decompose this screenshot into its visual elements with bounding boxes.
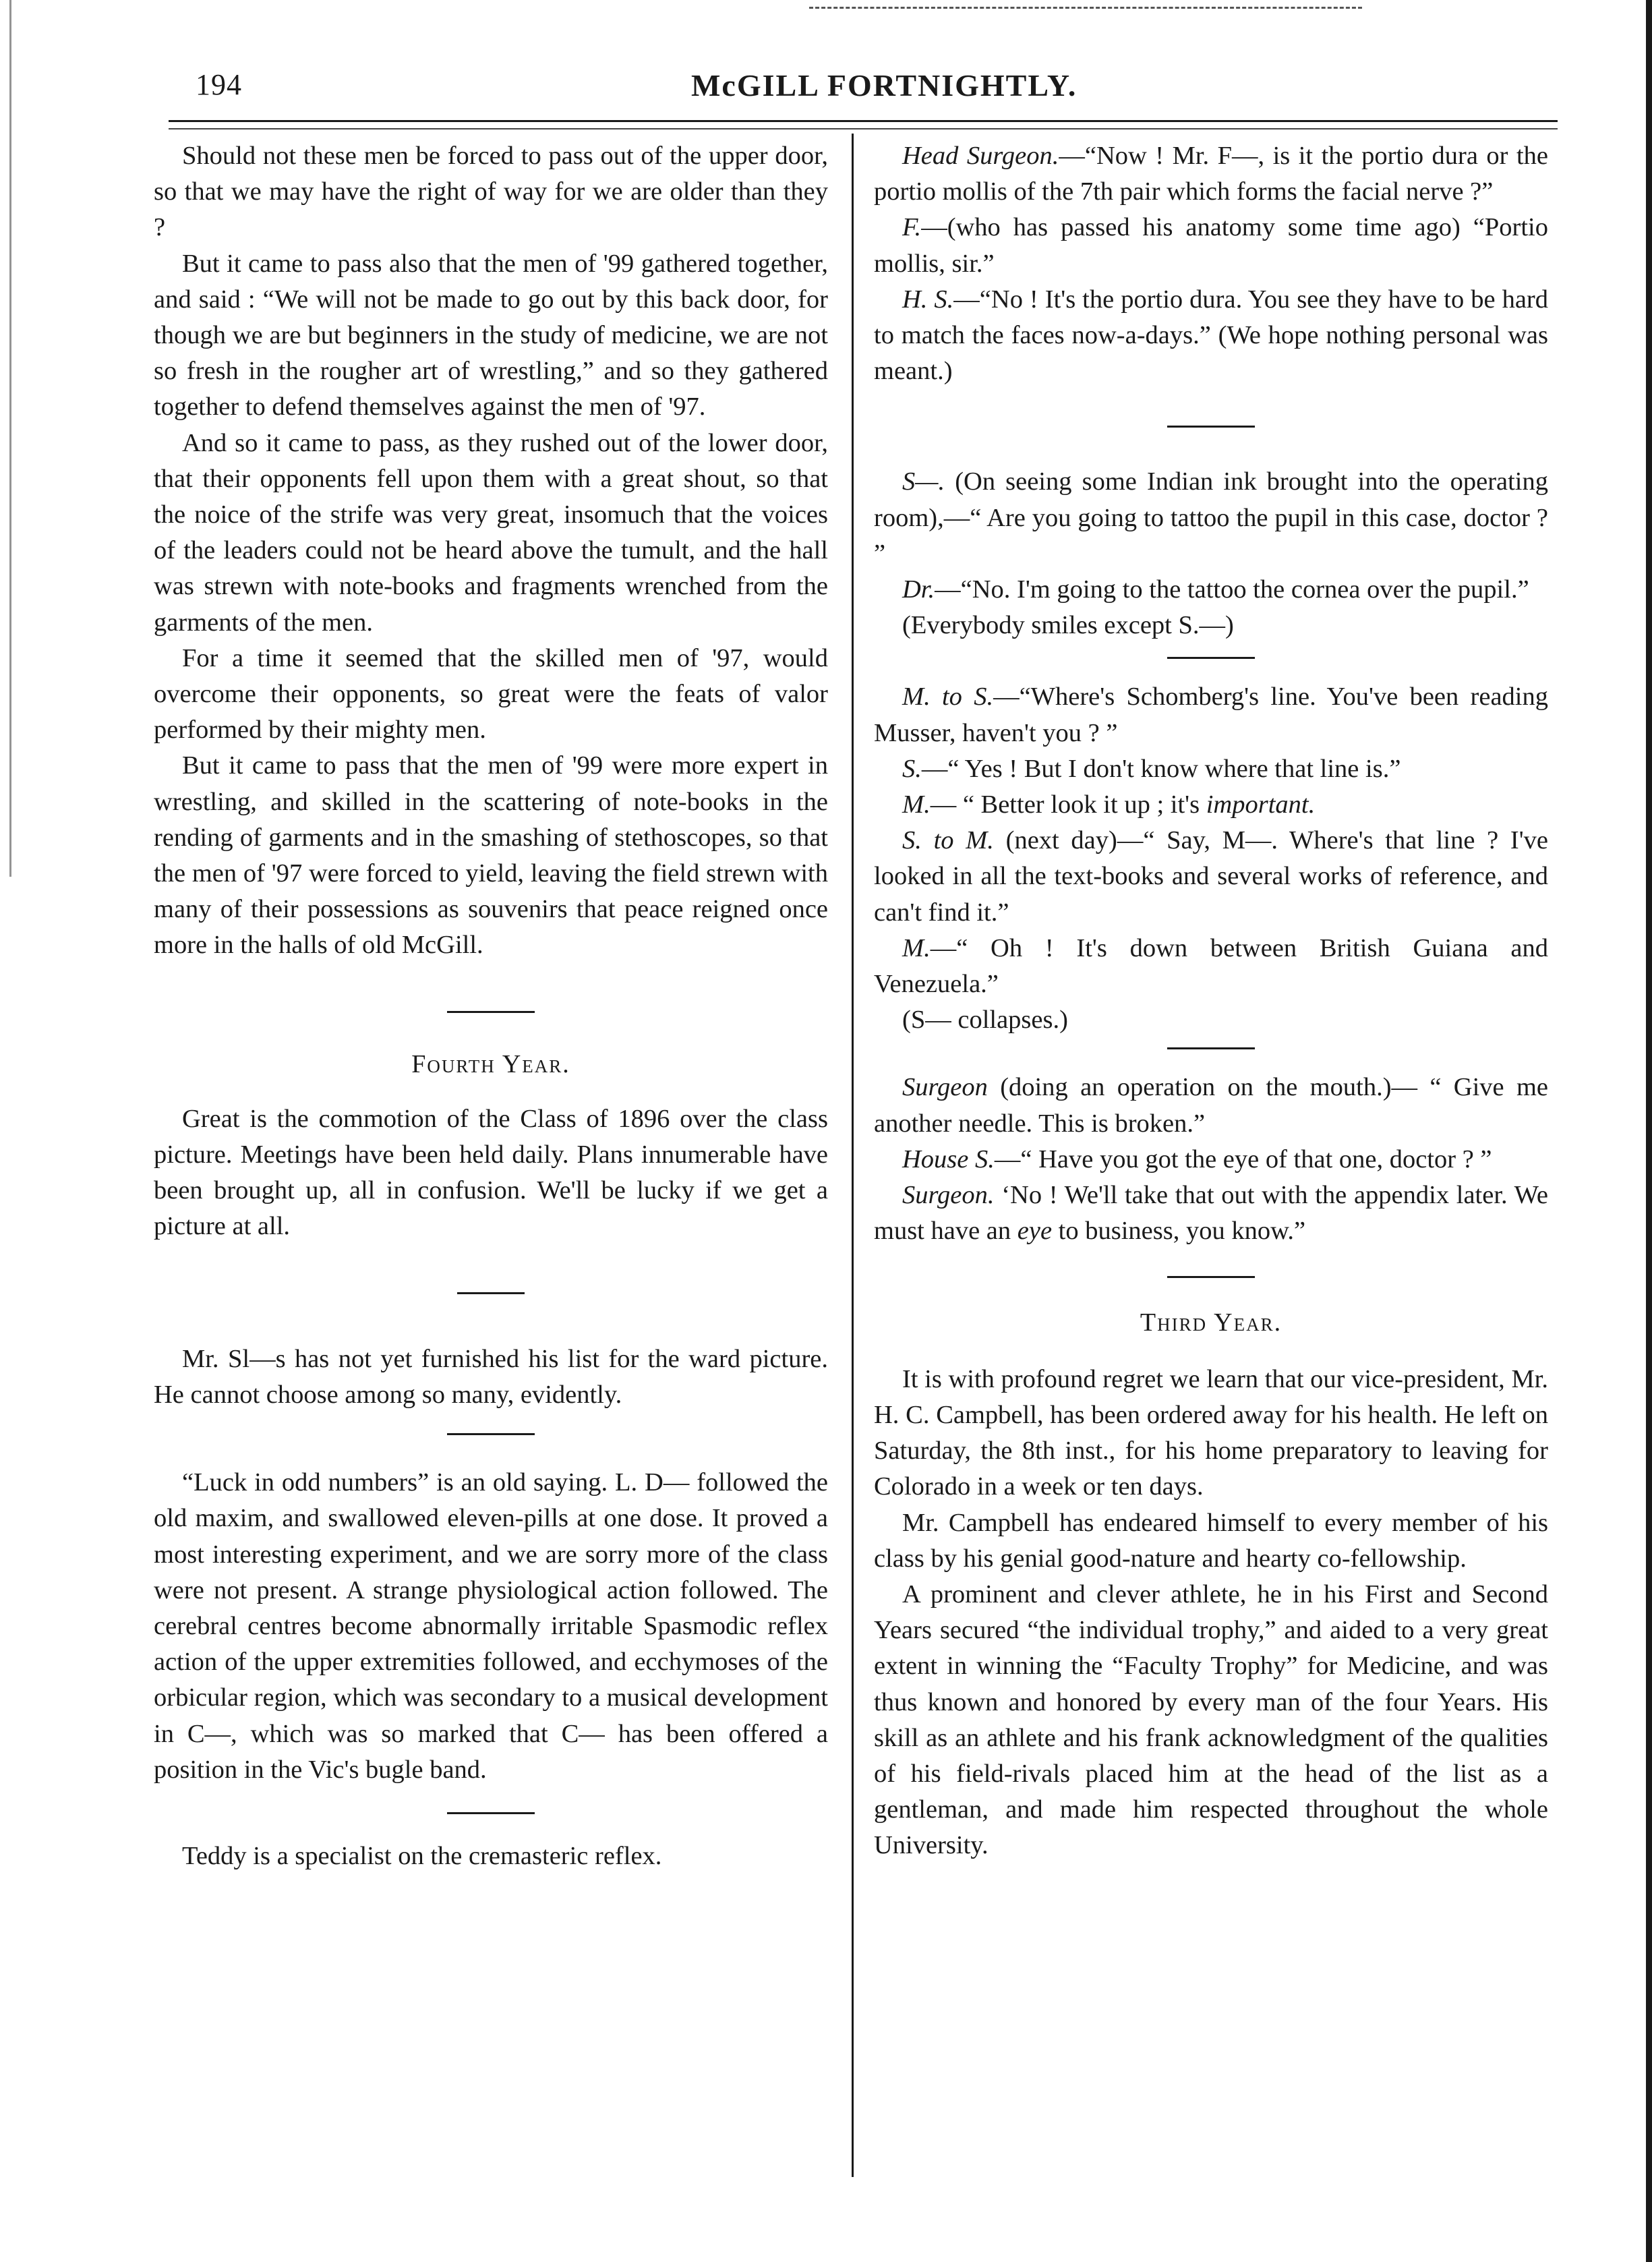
dialogue-line — [874, 931, 1548, 1002]
dialogue-text: to business, you know.” — [1052, 1217, 1306, 1246]
paragraph: But it came to pass also that the men of '99 gathered together, and said : “We will not be made to go out by this back door, for though we are but beginners in the study of medicine, we are not so fresh in the rougher art of wrestling,” and so they gathered together to defend themselves against the men of '97. — [154, 249, 828, 422]
emphasis: important. — [1206, 790, 1316, 819]
speaker: Dr. — [902, 575, 935, 604]
paragraph: Teddy is a specialist on the cremasteric reflex. — [182, 1841, 662, 1870]
dialogue-text: (next day)—“ Say, M—. Where's that line ? I've looked in all the text-books and several works of reference, and can't find it.” — [874, 826, 1548, 927]
speaker: S. — [902, 754, 922, 783]
page-edge-right — [1646, 0, 1652, 2262]
header-rule-secondary — [169, 128, 1558, 129]
dialogue-text: — “ Better look it up ; it's — [930, 790, 1206, 819]
speaker: F. — [902, 213, 922, 242]
paragraph: And so it came to pass, as they rushed out of the lower door, that their opponents fell upon them with a great shout, so that the noice of the strife was very great, insomuch that the voices of the leaders could not be heard above the tumult, and the hall was strewn with note-books and fragments wrenched from the garments of the men. — [154, 428, 828, 637]
speaker: S. to M. — [902, 826, 994, 855]
left-column — [154, 138, 828, 1874]
top-dashed-rule — [809, 7, 1362, 9]
dialogue-text: —“Where's Schomberg's line. You've been reading Musser, haven't you ? ” — [874, 683, 1548, 747]
speaker: Head Surgeon. — [902, 142, 1059, 170]
paragraph: Great is the commotion of the Class of 1896 over the class picture. Meetings have been held daily. Plans innumerable have been brought up, all in confusion. We'll be lucky if we get a picture at all. — [154, 1104, 828, 1241]
page-edge-left — [9, 0, 11, 877]
dialogue-line — [874, 1070, 1548, 1141]
dialogue-text: —“ Yes ! But I don't know where that line is.” — [921, 754, 1401, 783]
page-header — [196, 67, 1558, 115]
header-rule — [169, 120, 1558, 122]
paragraph: But it came to pass that the men of '99 were more expert in wrestling, and skilled in the scattering of note-books in the rending of garments and in the smashing of stethoscopes, so that the men of '97 were forced to yield, leaving the field strewn with many of their possessions as souvenirs that peace reigned once more in the halls of old McGill. — [154, 751, 828, 960]
dialogue-text: —“Now ! Mr. F—, is it the portio dura or the portio mollis of the 7th pair which forms the facial nerve ?” — [874, 142, 1548, 206]
dialogue-line — [874, 751, 1548, 787]
dialogue-text: —(who has passed his anatomy some time ago) “Portio mollis, sir.” — [874, 213, 1548, 278]
speaker: S—. — [902, 467, 945, 496]
paragraph: It is with profound regret we learn that our vice-president, Mr. H. C. Campbell, has been ordered away for his health. He left on Saturday, the 8th inst., for his home preparatory to leaving for Colorado in a week or ten days. — [874, 1364, 1548, 1501]
dialogue-text: (On seeing some Indian ink brought into the operating room),—“ Are you going to tattoo the pupil in this case, doctor ? ” — [874, 467, 1548, 568]
dialogue-line — [874, 138, 1548, 210]
paragraph: Mr. Sl—s has not yet furnished his list for the ward picture. He cannot choose among so many, evidently. — [154, 1344, 828, 1409]
page-number: 194 — [196, 68, 242, 101]
dialogue-line — [874, 464, 1548, 572]
right-column — [874, 138, 1548, 1864]
paragraph: For a time it seemed that the skilled men of '97, would overcome their opponents, so great were the feats of valor performed by their mighty men. — [154, 643, 828, 745]
dialogue-line — [874, 210, 1548, 281]
speaker: House S. — [902, 1144, 995, 1173]
dialogue-text: (doing an operation on the mouth.)— “ Give me another needle. This is broken.” — [874, 1073, 1548, 1138]
speaker: H. S. — [902, 285, 954, 314]
speaker: M. — [902, 933, 931, 962]
paragraph: Should not these men be forced to pass out of the upper door, so that we may have the right of way for we are older than they ? — [154, 142, 828, 242]
speaker: Surgeon — [902, 1073, 988, 1102]
emphasis: eye — [1017, 1217, 1053, 1246]
section-heading-third-year: Third Year. — [1140, 1308, 1282, 1337]
section-heading-fourth-year: Fourth Year. — [411, 1049, 570, 1078]
dialogue-line — [874, 1142, 1548, 1178]
dialogue-line — [874, 787, 1548, 823]
speaker: Surgeon. — [902, 1181, 995, 1210]
dialogue-text: —“No. I'm going to the tattoo the cornea over the pupil.” — [935, 575, 1529, 604]
dialogue-text: —“ Have you got the eye of that one, doctor ? ” — [994, 1144, 1492, 1173]
dialogue-line — [874, 1178, 1548, 1249]
dialogue-line — [874, 679, 1548, 751]
dialogue-text: —“ Oh ! It's down between British Guiana and Venezuela.” — [874, 933, 1548, 999]
speaker: M. — [902, 790, 931, 819]
speaker: M. to S. — [902, 683, 994, 712]
paragraph: Mr. Campbell has endeared himself to every member of his class by his genial good-nature and hearty co-fellowship. — [874, 1508, 1548, 1573]
dialogue-line — [874, 572, 1548, 608]
journal-title: McGILL FORTNIGHTLY. — [691, 68, 1078, 103]
column-divider — [852, 134, 854, 2177]
dialogue-text: ‘No ! We'll take that out with the appendix later. We must have an — [874, 1181, 1548, 1246]
paragraph: (Everybody smiles except S.—) — [902, 611, 1234, 640]
dialogue-line — [874, 282, 1548, 390]
dialogue-line — [874, 823, 1548, 931]
paragraph: “Luck in odd numbers” is an old saying. L. D— followed the old maxim, and swallowed eleven-pills at one dose. It proved a most interesting experiment, and we are sorry more of the class were not present. A strange physiological action followed. The cerebral centres become abnormally irritable Spasmodic reflex action of the upper extremities followed, and ecchymoses of the orbicular region, which was secondary to a musical development in C—, which was so marked that C— has been offered a position in the Vic's bugle band. — [154, 1468, 828, 1784]
dialogue-text: —“No ! It's the portio dura. You see they have to be hard to match the faces now-a-days.” (We hope nothing personal was meant.) — [874, 285, 1548, 386]
paragraph: (S— collapses.) — [902, 1006, 1068, 1035]
paragraph: A prominent and clever athlete, he in his First and Second Years secured “the individual trophy,” and aided to a very great extent in winning the “Faculty Trophy” for Medicine, and was thus known and honored by every man of the four Years. His skill as an athlete and his frank acknowledgment of the qualities of his field-rivals placed him at the head of the list as a gentleman, and made him respected throughout the whole University. — [874, 1579, 1548, 1860]
